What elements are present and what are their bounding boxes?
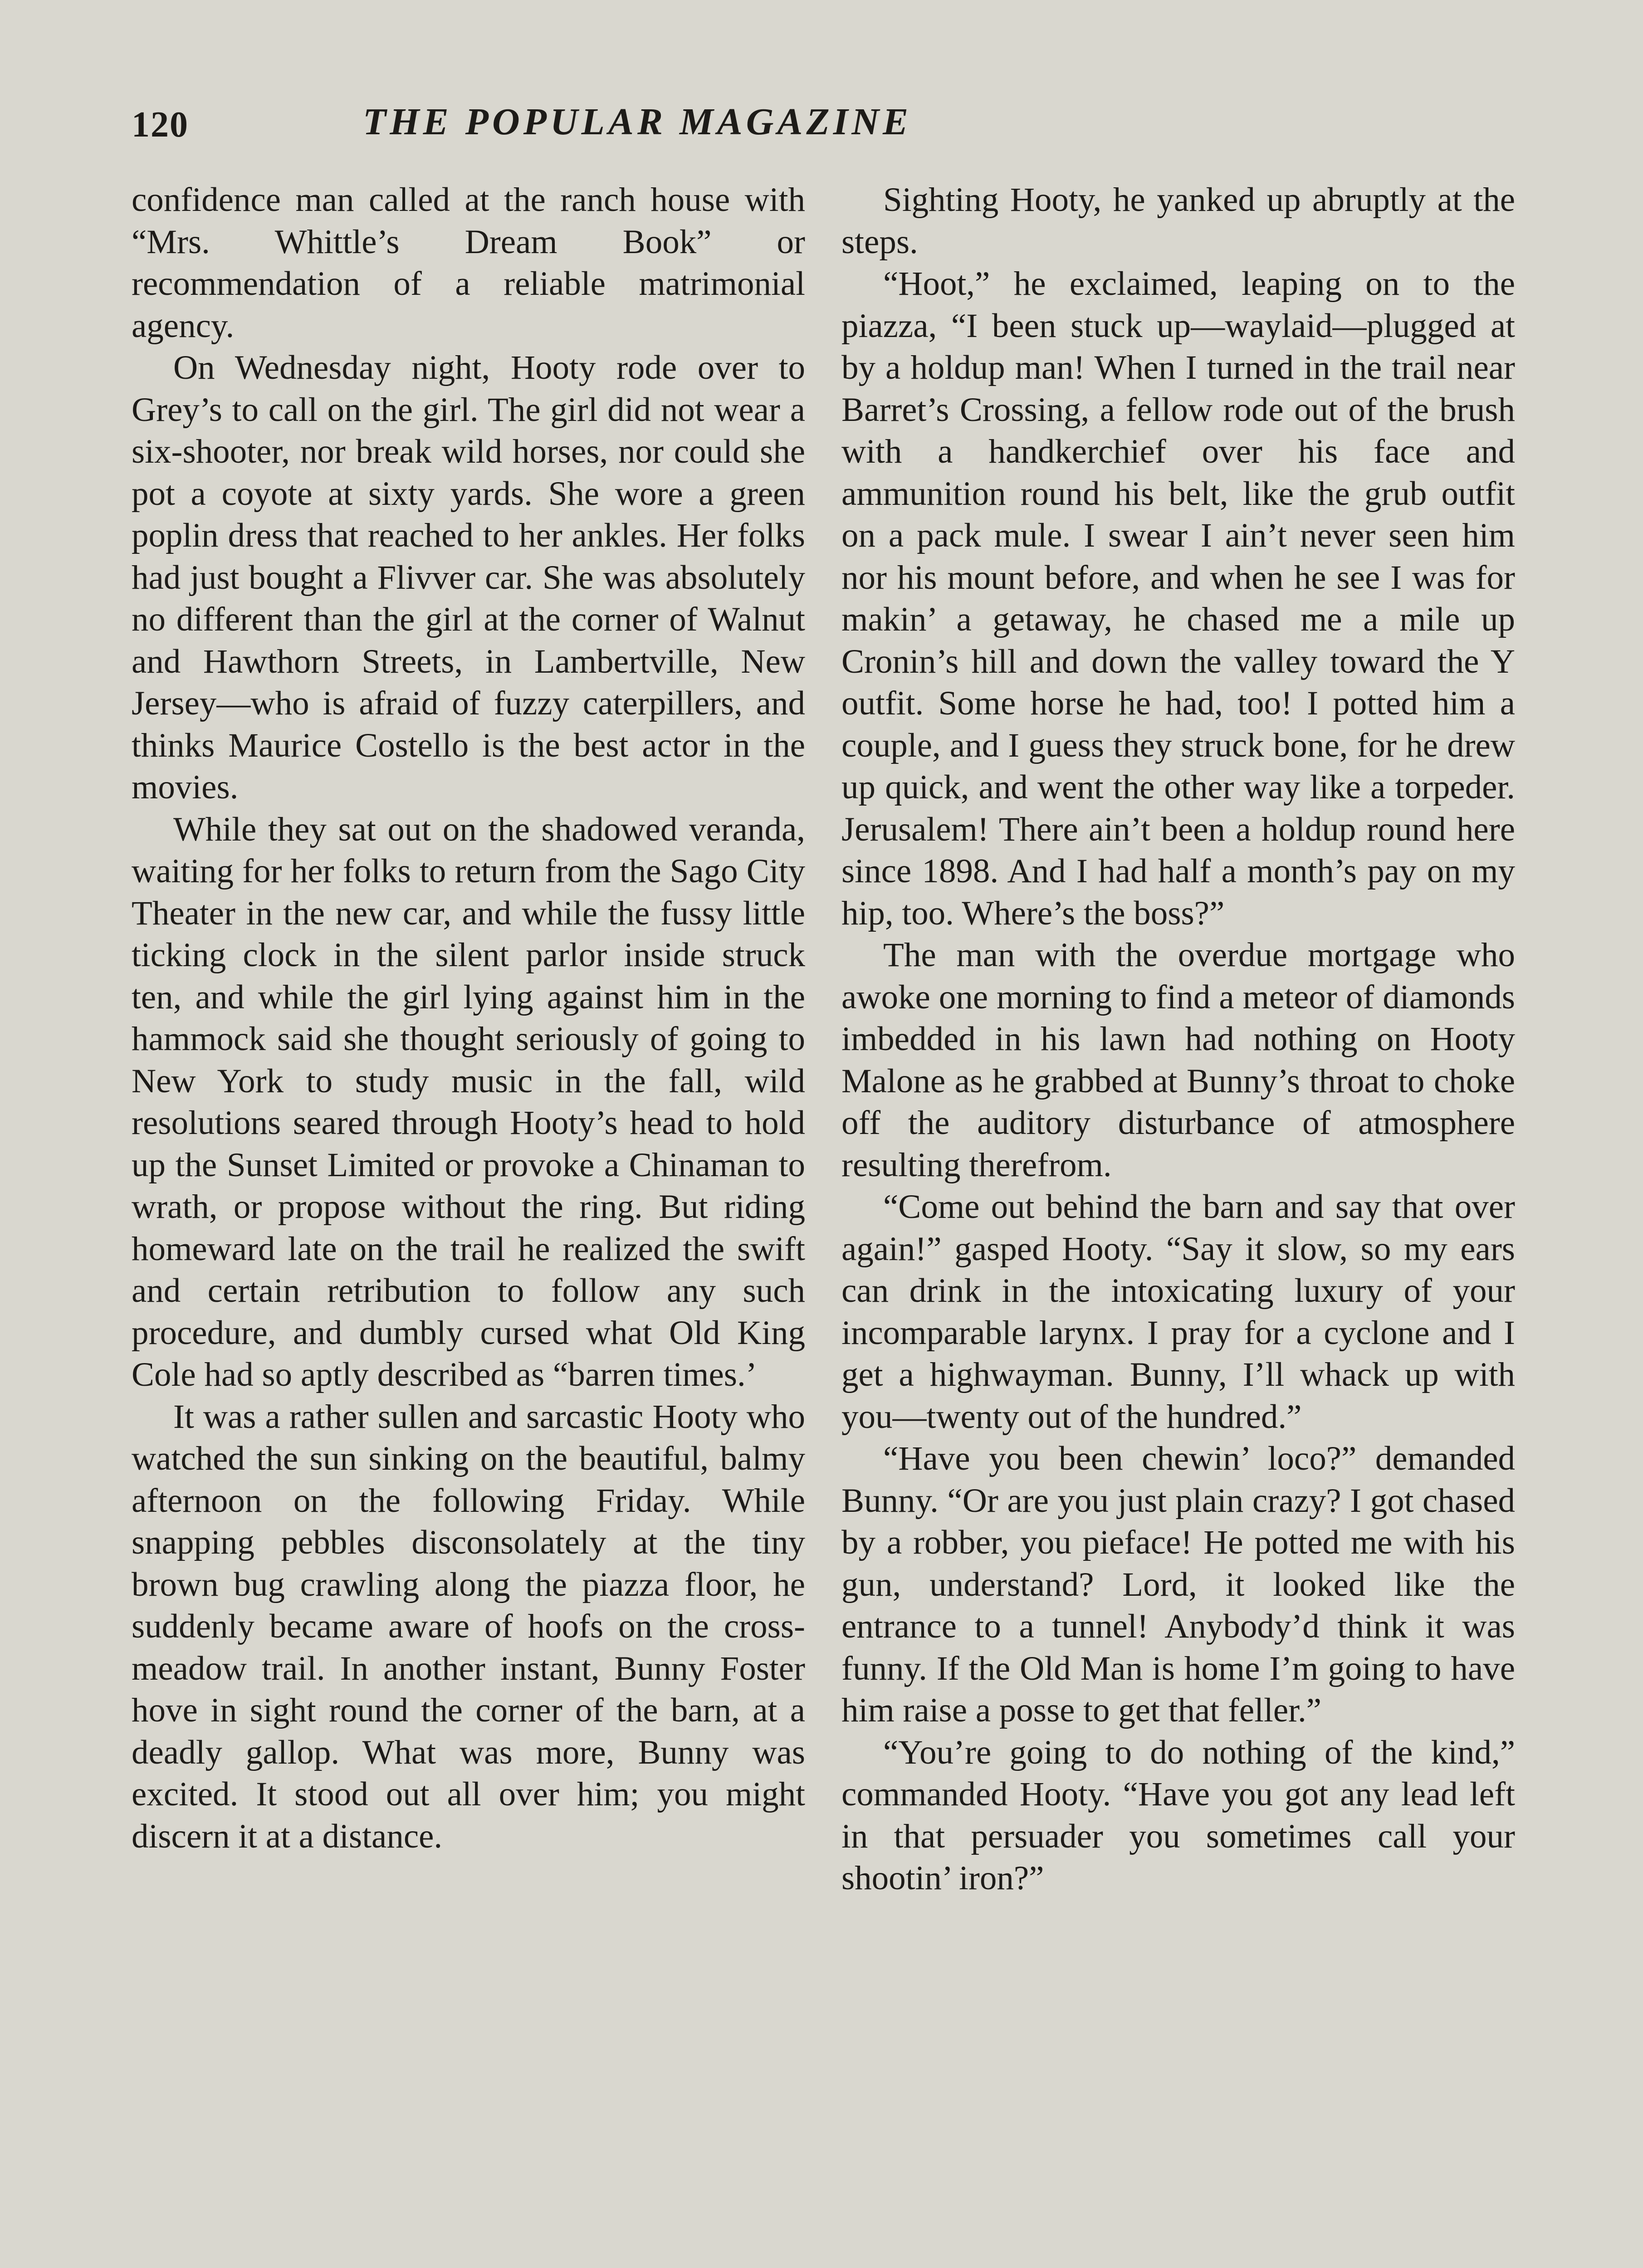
paragraph: “You’re going to do nothing of the kind,” commanded Hooty. “Have you got any lead left in that persuader you sometimes call your shootin’ iron?” — [841, 1733, 1515, 1897]
paragraph: “Have you been chewin’ loco?” demanded Bunny. “Or are you just plain crazy? I got chased by a robber, you pieface! He potted me with his gun, understand? Lord, it looked like the entrance to a tunnel! Anybody’d think it was funny. If the Old Man is home I’m going to have him raise a posse to get that feller.” — [841, 1440, 1515, 1729]
right-column — [841, 179, 1515, 1900]
paragraph: “Hoot,” he exclaimed, leaping on to the piazza, “I been stuck up—waylaid—plugged at by a holdup man! When I turned in the trail near Barret’s Crossing, a fellow rode out of the brush with a handkerchief over his face and ammunition round his belt, like the grub outfit on a pack mule. I swear I ain’t never seen him nor his mount before, and when he see I was for makin’ a getaway, he chased me a mile up Cronin’s hill and down the valley toward the Y outfit. Some horse he had, too! I potted him a couple, and I guess they struck bone, for he drew up quick, and went the other way like a torpeder. Jerusalem! There ain’t been a holdup round here since 1898. And I had half a month’s pay on my hip, too. Where’s the boss?” — [841, 265, 1515, 932]
paragraph: It was a rather sullen and sarcastic Hooty who watched the sun sinking on the beautiful, balmy afternoon on the following Friday. While snapping pebbles disconsolately at the tiny brown bug crawling along the piazza floor, he suddenly became aware of hoofs on the cross-meadow trail. In another instant, Bunny Foster hove in sight round the corner of the barn, at a deadly gallop. What was more, Bunny was excited. It stood out all over him; you might discern it at a distance. — [132, 1398, 805, 1855]
paragraph: confidence man called at the ranch house with “Mrs. Whittle’s Dream Book” or recommendation of a reliable matrimonial agency. — [132, 181, 805, 345]
page-header — [127, 95, 1506, 163]
paragraph: “Come out behind the barn and say that over again!” gasped Hooty. “Say it slow, so my ears can drink in the intoxicating luxury of your incomparable larynx. I pray for a cyclone and I get a highwayman. Bunny, I’ll whack up with you—twenty out of the hundred.” — [841, 1188, 1515, 1436]
running-head: THE POPULAR MAGAZINE — [363, 101, 912, 143]
paragraph: While they sat out on the shadowed veranda, waiting for her folks to return from the Sago City Theater in the new car, and while the fussy little ticking clock in the silent parlor inside struck ten, and while the girl lying against him in the hammock said she thought seriously of going to New York to study music in the fall, wild resolutions seared through Hooty’s head to hold up the Sunset Limited or provoke a Chinaman to wrath, or propose without the ring. But riding homeward late on the trail he realized the swift and certain retribution to follow any such procedure, and dumbly cursed what Old King Cole had so aptly described as “barren times.’ — [132, 810, 805, 1393]
left-column — [132, 179, 805, 1857]
paragraph: On Wednesday night, Hooty rode over to Grey’s to call on the girl. The girl did not wear a six-shooter, nor break wild horses, nor could she pot a coyote at sixty yards. She wore a green poplin dress that reached to her ankles. Her folks had just bought a Flivver car. She was absolutely no different than the girl at the corner of Walnut and Hawthorn Streets, in Lambertville, New Jersey—who is afraid of fuzzy caterpillers, and thinks Maurice Costello is the best actor in the movies. — [132, 349, 805, 806]
paragraph: Sighting Hooty, he yanked up abruptly at the steps. — [841, 181, 1515, 261]
page-number: 120 — [132, 105, 189, 145]
paragraph: The man with the overdue mortgage who awoke one morning to find a meteor of diamonds imbedded in his lawn had nothing on Hooty Malone as he grabbed at Bunny’s throat to choke off the auditory disturbance of atmosphere resulting therefrom. — [841, 936, 1515, 1184]
